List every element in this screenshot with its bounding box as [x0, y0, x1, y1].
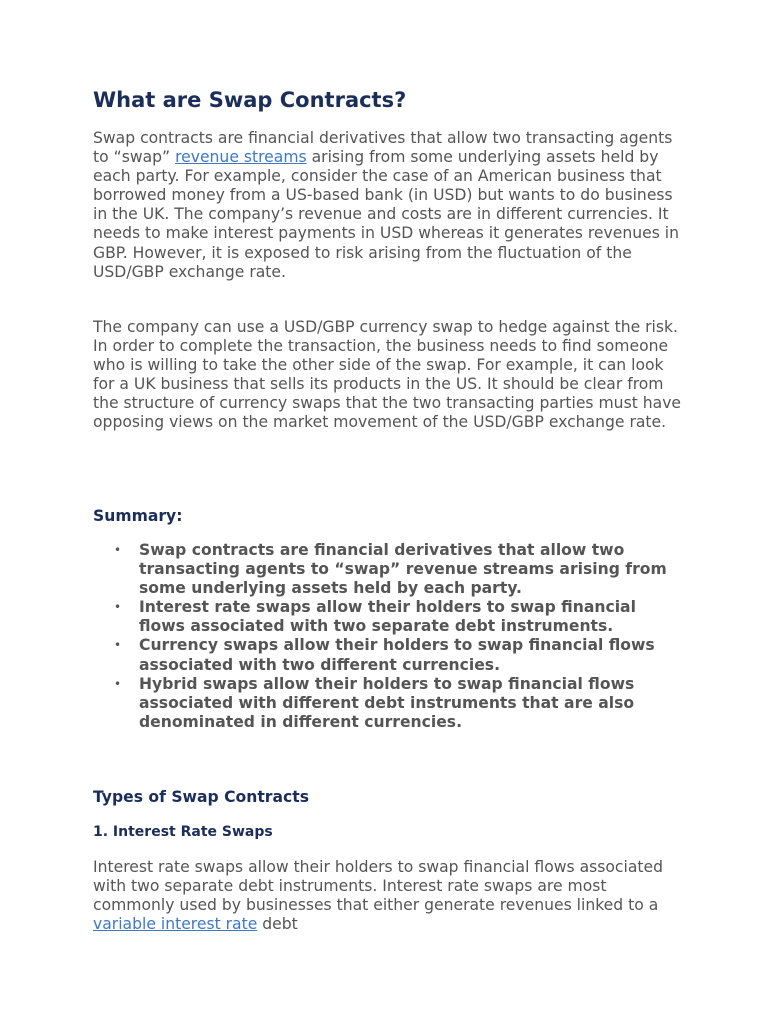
summary-list-item: [93, 636, 683, 674]
summary-item-text: Swap contracts are financial derivatives that allow two transacting agents to “swap” revenue streams arising from some underlying assets held by each party.: [139, 541, 667, 598]
variable-interest-rate-link[interactable]: variable interest rate: [93, 915, 258, 934]
intro-paragraph: [93, 129, 683, 282]
bullet-icon: •: [114, 638, 122, 653]
bullet-icon: •: [114, 543, 122, 557]
page-title: What are Swap Contracts?: [93, 88, 407, 112]
summary-list-item: [93, 598, 683, 636]
summary-list-item: [93, 541, 683, 598]
interest-rate-swaps-heading: 1. Interest Rate Swaps: [93, 824, 273, 840]
hedge-paragraph: The company can use a USD/GBP currency swap to hedge against the risk. In order to complete the transaction, the business needs to find someone who is willing to take the other side of the swap. For example, it can look for a UK business that sells its products in the US. It should be clear from the structure of currency swaps that the two transacting parties must have opposing views on the market movement of the USD/GBP exchange rate.: [93, 318, 682, 432]
intro-text-end: arising from some underlying assets held by each party. For example, consider the case of an American business that borrowed money from a US-based bank (in USD) but wants to do business in the UK. The company’s revenue and costs are in different currencies. It needs to make interest payments in USD whereas it generates revenues in GBP. However, it is exposed to risk arising from the fluctuation of the USD/GBP exchange rate.: [93, 148, 680, 281]
summary-item-text: Currency swaps allow their holders to swap financial flows associated with two different currencies.: [139, 636, 655, 674]
interest-rate-text-end: debt: [257, 915, 298, 934]
summary-list-item: [93, 675, 683, 732]
bullet-icon: •: [114, 676, 122, 691]
intro-text-start: Swap contracts are financial derivatives that allow two transacting agents to “swap”: [93, 129, 673, 167]
interest-rate-text-start: Interest rate swaps allow their holders to swap financial flows associated with two separate debt instruments. Interest rate swaps are most commonly used by businesses that either generate revenues linked to a: [93, 858, 664, 915]
summary-item-text: Hybrid swaps allow their holders to swap financial flows associated with different debt instruments that are also denominated in different currencies.: [139, 674, 635, 731]
summary-item-text: Interest rate swaps allow their holders to swap financial flows associated with two separate debt instruments.: [139, 598, 636, 636]
types-heading: Types of Swap Contracts: [93, 788, 309, 806]
interest-rate-paragraph: [93, 858, 683, 934]
summary-list: [93, 541, 683, 732]
summary-heading: Summary:: [93, 507, 183, 525]
bullet-icon: •: [114, 600, 122, 615]
revenue-streams-link[interactable]: revenue streams: [175, 148, 307, 167]
